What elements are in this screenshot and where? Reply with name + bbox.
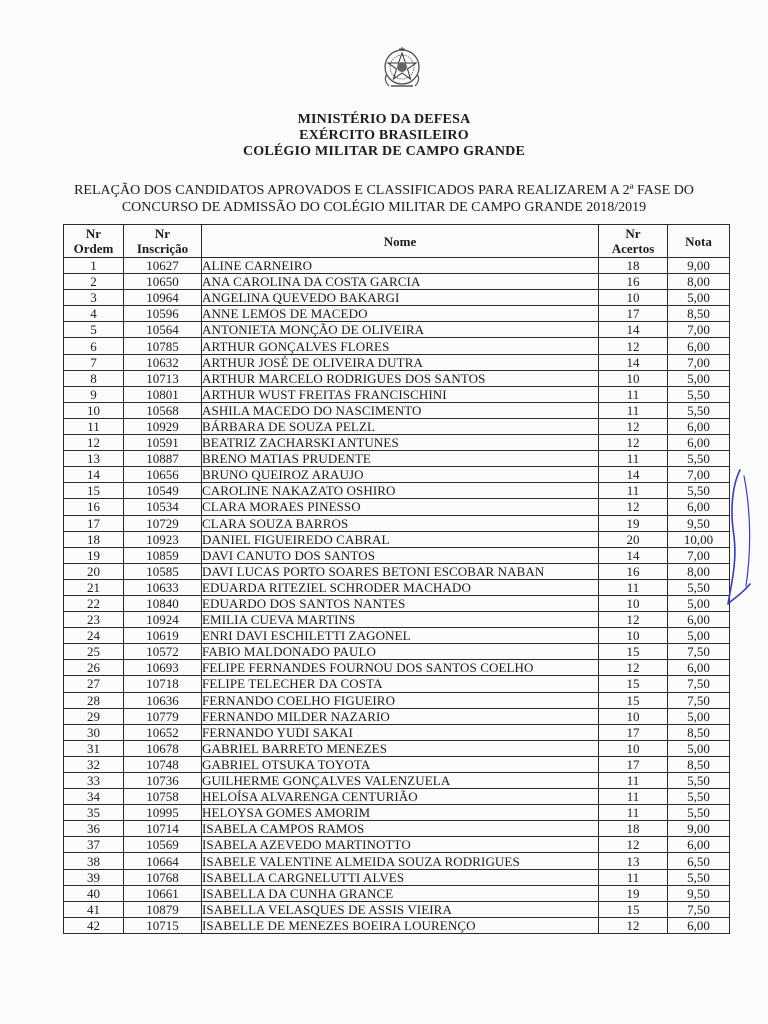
table-row bbox=[64, 483, 730, 499]
cell-nota: 5,00 bbox=[668, 628, 730, 644]
cell-inscricao: 10785 bbox=[124, 338, 202, 354]
cell-nome: GUILHERME GONÇALVES VALENZUELA bbox=[202, 773, 599, 789]
header-ministry: MINISTÉRIO DA DEFESA bbox=[297, 112, 471, 127]
cell-nome: ARTHUR MARCELO RODRIGUES DOS SANTOS bbox=[202, 370, 599, 386]
cell-nome: EMILIA CUEVA MARTINS bbox=[202, 612, 599, 628]
cell-acertos: 15 bbox=[599, 692, 668, 708]
cell-nome: ARTHUR GONÇALVES FLORES bbox=[202, 338, 599, 354]
table-row bbox=[64, 515, 730, 531]
table-row bbox=[64, 740, 730, 756]
col-header-ordem-line1: Nr bbox=[85, 226, 102, 241]
cell-acertos: 15 bbox=[599, 901, 668, 917]
cell-inscricao: 10713 bbox=[124, 370, 202, 386]
cell-inscricao: 10591 bbox=[124, 435, 202, 451]
cell-ordem: 28 bbox=[64, 692, 124, 708]
cell-nome: GABRIEL OTSUKA TOYOTA bbox=[202, 756, 599, 772]
cell-nota: 7,00 bbox=[668, 547, 730, 563]
table-row bbox=[64, 805, 730, 821]
table-row bbox=[64, 290, 730, 306]
cell-nome: ANNE LEMOS DE MACEDO bbox=[202, 306, 599, 322]
cell-inscricao: 10859 bbox=[124, 547, 202, 563]
cell-inscricao: 10715 bbox=[124, 917, 202, 933]
table-row bbox=[64, 789, 730, 805]
cell-nome: FERNANDO YUDI SAKAI bbox=[202, 724, 599, 740]
cell-acertos: 11 bbox=[599, 789, 668, 805]
cell-acertos: 12 bbox=[599, 660, 668, 676]
cell-nota: 6,00 bbox=[668, 418, 730, 434]
table-row bbox=[64, 644, 730, 660]
cell-acertos: 11 bbox=[599, 402, 668, 418]
cell-acertos: 18 bbox=[599, 821, 668, 837]
table-row bbox=[64, 773, 730, 789]
table-row bbox=[64, 756, 730, 772]
cell-ordem: 23 bbox=[64, 612, 124, 628]
header-school: COLÉGIO MILITAR DE CAMPO GRANDE bbox=[242, 144, 526, 159]
cell-acertos: 11 bbox=[599, 805, 668, 821]
handwritten-bracket-mark bbox=[722, 466, 762, 616]
cell-nota: 6,00 bbox=[668, 660, 730, 676]
cell-ordem: 11 bbox=[64, 418, 124, 434]
cell-inscricao: 10619 bbox=[124, 628, 202, 644]
cell-nota: 9,50 bbox=[668, 515, 730, 531]
cell-nome: ANGELINA QUEVEDO BAKARGI bbox=[202, 290, 599, 306]
cell-nome: FABIO MALDONADO PAULO bbox=[202, 644, 599, 660]
col-header-ordem-line2: Ordem bbox=[73, 241, 114, 256]
cell-nota: 6,00 bbox=[668, 338, 730, 354]
cell-inscricao: 10729 bbox=[124, 515, 202, 531]
table-row bbox=[64, 322, 730, 338]
cell-acertos: 17 bbox=[599, 724, 668, 740]
table-row bbox=[64, 547, 730, 563]
cell-inscricao: 10661 bbox=[124, 885, 202, 901]
table-row bbox=[64, 595, 730, 611]
cell-inscricao: 10534 bbox=[124, 499, 202, 515]
cell-inscricao: 10585 bbox=[124, 563, 202, 579]
table-row bbox=[64, 853, 730, 869]
cell-nota: 8,50 bbox=[668, 724, 730, 740]
cell-inscricao: 10633 bbox=[124, 579, 202, 595]
cell-inscricao: 10636 bbox=[124, 692, 202, 708]
cell-acertos: 11 bbox=[599, 869, 668, 885]
cell-nota: 7,00 bbox=[668, 322, 730, 338]
cell-nota: 10,00 bbox=[668, 531, 730, 547]
table-row bbox=[64, 660, 730, 676]
cell-nota: 7,50 bbox=[668, 676, 730, 692]
cell-nome: EDUARDO DOS SANTOS NANTES bbox=[202, 595, 599, 611]
cell-nota: 9,00 bbox=[668, 821, 730, 837]
cell-inscricao: 10572 bbox=[124, 644, 202, 660]
cell-acertos: 20 bbox=[599, 531, 668, 547]
cell-inscricao: 10678 bbox=[124, 740, 202, 756]
cell-nome: CLARA MORAES PINESSO bbox=[202, 499, 599, 515]
cell-nota: 8,00 bbox=[668, 274, 730, 290]
cell-ordem: 19 bbox=[64, 547, 124, 563]
cell-nota: 5,50 bbox=[668, 773, 730, 789]
cell-nome: ISABELLA CARGNELUTTI ALVES bbox=[202, 869, 599, 885]
cell-nome: BEATRIZ ZACHARSKI ANTUNES bbox=[202, 435, 599, 451]
table-row bbox=[64, 402, 730, 418]
cell-nota: 5,00 bbox=[668, 370, 730, 386]
cell-nome: BRUNO QUEIROZ ARAUJO bbox=[202, 467, 599, 483]
cell-acertos: 12 bbox=[599, 837, 668, 853]
col-header-inscricao-line1: Nr bbox=[154, 226, 171, 241]
cell-nota: 5,50 bbox=[668, 386, 730, 402]
cell-nota: 6,00 bbox=[668, 837, 730, 853]
cell-ordem: 38 bbox=[64, 853, 124, 869]
cell-nota: 9,50 bbox=[668, 885, 730, 901]
cell-nome: ENRI DAVI ESCHILETTI ZAGONEL bbox=[202, 628, 599, 644]
table-row bbox=[64, 579, 730, 595]
cell-acertos: 18 bbox=[599, 258, 668, 274]
table-row bbox=[64, 821, 730, 837]
cell-ordem: 7 bbox=[64, 354, 124, 370]
cell-ordem: 37 bbox=[64, 837, 124, 853]
cell-ordem: 14 bbox=[64, 467, 124, 483]
cell-nome: ISABELLE DE MENEZES BOEIRA LOURENÇO bbox=[202, 917, 599, 933]
cell-acertos: 11 bbox=[599, 773, 668, 789]
cell-nota: 6,00 bbox=[668, 917, 730, 933]
cell-ordem: 41 bbox=[64, 901, 124, 917]
cell-acertos: 10 bbox=[599, 740, 668, 756]
col-header-acertos bbox=[599, 225, 668, 258]
cell-nome: EDUARDA RITEZIEL SCHRODER MACHADO bbox=[202, 579, 599, 595]
cell-nome: BRENO MATIAS PRUDENTE bbox=[202, 451, 599, 467]
cell-acertos: 10 bbox=[599, 370, 668, 386]
cell-acertos: 10 bbox=[599, 708, 668, 724]
cell-acertos: 15 bbox=[599, 676, 668, 692]
cell-nome: ANTONIETA MONÇÃO DE OLIVEIRA bbox=[202, 322, 599, 338]
cell-acertos: 11 bbox=[599, 451, 668, 467]
cell-acertos: 14 bbox=[599, 322, 668, 338]
cell-acertos: 11 bbox=[599, 386, 668, 402]
document-title-line-2: CONCURSO DE ADMISSÃO DO COLÉGIO MILITAR DE CAMPO GRANDE 2018/2019 bbox=[121, 200, 647, 215]
cell-nome: GABRIEL BARRETO MENEZES bbox=[202, 740, 599, 756]
cell-nota: 5,00 bbox=[668, 290, 730, 306]
cell-acertos: 12 bbox=[599, 338, 668, 354]
cell-inscricao: 10887 bbox=[124, 451, 202, 467]
cell-nota: 6,00 bbox=[668, 435, 730, 451]
document-title-line-1: RELAÇÃO DOS CANDIDATOS APROVADOS E CLASSIFICADOS PARA REALIZAREM A 2ª FASE DO bbox=[74, 183, 694, 198]
cell-inscricao: 10596 bbox=[124, 306, 202, 322]
cell-nome: ISABELLA VELASQUES DE ASSIS VIEIRA bbox=[202, 901, 599, 917]
cell-acertos: 13 bbox=[599, 853, 668, 869]
cell-ordem: 2 bbox=[64, 274, 124, 290]
cell-nota: 7,50 bbox=[668, 692, 730, 708]
table-row bbox=[64, 901, 730, 917]
table-row bbox=[64, 628, 730, 644]
cell-acertos: 17 bbox=[599, 756, 668, 772]
table-row bbox=[64, 499, 730, 515]
cell-inscricao: 10564 bbox=[124, 322, 202, 338]
table-row bbox=[64, 869, 730, 885]
cell-inscricao: 10714 bbox=[124, 821, 202, 837]
col-header-inscricao bbox=[124, 225, 202, 258]
cell-ordem: 10 bbox=[64, 402, 124, 418]
cell-nome: FELIPE TELECHER DA COSTA bbox=[202, 676, 599, 692]
cell-nome: DAVI CANUTO DOS SANTOS bbox=[202, 547, 599, 563]
cell-ordem: 15 bbox=[64, 483, 124, 499]
cell-acertos: 12 bbox=[599, 612, 668, 628]
cell-acertos: 19 bbox=[599, 515, 668, 531]
cell-nota: 8,50 bbox=[668, 756, 730, 772]
cell-inscricao: 10801 bbox=[124, 386, 202, 402]
cell-nome: FERNANDO COELHO FIGUEIRO bbox=[202, 692, 599, 708]
cell-inscricao: 10995 bbox=[124, 805, 202, 821]
table-row bbox=[64, 531, 730, 547]
table-row bbox=[64, 885, 730, 901]
cell-ordem: 26 bbox=[64, 660, 124, 676]
cell-nota: 5,50 bbox=[668, 579, 730, 595]
cell-inscricao: 10779 bbox=[124, 708, 202, 724]
cell-nota: 7,50 bbox=[668, 901, 730, 917]
cell-acertos: 14 bbox=[599, 547, 668, 563]
cell-acertos: 10 bbox=[599, 290, 668, 306]
cell-nota: 7,50 bbox=[668, 644, 730, 660]
table-row bbox=[64, 258, 730, 274]
cell-acertos: 10 bbox=[599, 595, 668, 611]
cell-acertos: 15 bbox=[599, 644, 668, 660]
cell-inscricao: 10652 bbox=[124, 724, 202, 740]
cell-inscricao: 10693 bbox=[124, 660, 202, 676]
cell-inscricao: 10964 bbox=[124, 290, 202, 306]
cell-inscricao: 10879 bbox=[124, 901, 202, 917]
cell-ordem: 27 bbox=[64, 676, 124, 692]
cell-acertos: 16 bbox=[599, 274, 668, 290]
table-row bbox=[64, 274, 730, 290]
cell-nota: 7,00 bbox=[668, 354, 730, 370]
table-row bbox=[64, 306, 730, 322]
cell-ordem: 29 bbox=[64, 708, 124, 724]
cell-acertos: 14 bbox=[599, 354, 668, 370]
cell-ordem: 4 bbox=[64, 306, 124, 322]
table-row bbox=[64, 467, 730, 483]
cell-ordem: 40 bbox=[64, 885, 124, 901]
cell-ordem: 31 bbox=[64, 740, 124, 756]
cell-nota: 5,50 bbox=[668, 402, 730, 418]
cell-inscricao: 10929 bbox=[124, 418, 202, 434]
cell-ordem: 36 bbox=[64, 821, 124, 837]
table-row bbox=[64, 563, 730, 579]
cell-nome: ISABELA CAMPOS RAMOS bbox=[202, 821, 599, 837]
cell-inscricao: 10768 bbox=[124, 869, 202, 885]
cell-inscricao: 10758 bbox=[124, 789, 202, 805]
cell-nota: 6,00 bbox=[668, 612, 730, 628]
col-header-nota: Nota bbox=[668, 225, 730, 258]
table-row bbox=[64, 917, 730, 933]
cell-nome: DANIEL FIGUEIREDO CABRAL bbox=[202, 531, 599, 547]
cell-nota: 8,50 bbox=[668, 306, 730, 322]
cell-nome: HELOYSA GOMES AMORIM bbox=[202, 805, 599, 821]
cell-ordem: 5 bbox=[64, 322, 124, 338]
cell-ordem: 20 bbox=[64, 563, 124, 579]
table-row bbox=[64, 338, 730, 354]
cell-nota: 6,50 bbox=[668, 853, 730, 869]
table-row bbox=[64, 676, 730, 692]
cell-nota: 5,50 bbox=[668, 805, 730, 821]
cell-nome: ALINE CARNEIRO bbox=[202, 258, 599, 274]
cell-inscricao: 10718 bbox=[124, 676, 202, 692]
cell-ordem: 12 bbox=[64, 435, 124, 451]
cell-nome: CLARA SOUZA BARROS bbox=[202, 515, 599, 531]
col-header-acertos-line2: Acertos bbox=[611, 241, 655, 256]
cell-inscricao: 10736 bbox=[124, 773, 202, 789]
cell-inscricao: 10650 bbox=[124, 274, 202, 290]
cell-inscricao: 10924 bbox=[124, 612, 202, 628]
cell-ordem: 6 bbox=[64, 338, 124, 354]
cell-ordem: 32 bbox=[64, 756, 124, 772]
table-row bbox=[64, 451, 730, 467]
cell-inscricao: 10664 bbox=[124, 853, 202, 869]
cell-acertos: 11 bbox=[599, 579, 668, 595]
cell-nome: ARTHUR WUST FREITAS FRANCISCHINI bbox=[202, 386, 599, 402]
cell-nota: 5,50 bbox=[668, 789, 730, 805]
cell-nome: HELOÍSA ALVARENGA CENTURIÃO bbox=[202, 789, 599, 805]
cell-ordem: 34 bbox=[64, 789, 124, 805]
cell-ordem: 24 bbox=[64, 628, 124, 644]
cell-acertos: 10 bbox=[599, 628, 668, 644]
cell-nota: 5,50 bbox=[668, 869, 730, 885]
cell-ordem: 22 bbox=[64, 595, 124, 611]
cell-ordem: 18 bbox=[64, 531, 124, 547]
cell-ordem: 35 bbox=[64, 805, 124, 821]
cell-nome: FELIPE FERNANDES FOURNOU DOS SANTOS COELHO bbox=[202, 660, 599, 676]
cell-ordem: 25 bbox=[64, 644, 124, 660]
cell-ordem: 1 bbox=[64, 258, 124, 274]
cell-ordem: 21 bbox=[64, 579, 124, 595]
cell-inscricao: 10632 bbox=[124, 354, 202, 370]
cell-acertos: 17 bbox=[599, 306, 668, 322]
cell-acertos: 12 bbox=[599, 418, 668, 434]
cell-nota: 5,50 bbox=[668, 451, 730, 467]
table-row bbox=[64, 418, 730, 434]
table-row bbox=[64, 612, 730, 628]
cell-ordem: 3 bbox=[64, 290, 124, 306]
coat-of-arms-icon bbox=[379, 44, 425, 90]
table-row bbox=[64, 724, 730, 740]
cell-nome: ISABELA AZEVEDO MARTINOTTO bbox=[202, 837, 599, 853]
cell-acertos: 19 bbox=[599, 885, 668, 901]
cell-nome: BÁRBARA DE SOUZA PELZL bbox=[202, 418, 599, 434]
cell-nome: ASHILA MACEDO DO NASCIMENTO bbox=[202, 402, 599, 418]
cell-acertos: 12 bbox=[599, 499, 668, 515]
table-row bbox=[64, 708, 730, 724]
cell-nota: 9,00 bbox=[668, 258, 730, 274]
cell-ordem: 42 bbox=[64, 917, 124, 933]
cell-inscricao: 10923 bbox=[124, 531, 202, 547]
cell-acertos: 12 bbox=[599, 435, 668, 451]
cell-inscricao: 10656 bbox=[124, 467, 202, 483]
cell-ordem: 16 bbox=[64, 499, 124, 515]
cell-ordem: 33 bbox=[64, 773, 124, 789]
col-header-ordem bbox=[64, 225, 124, 258]
table-row bbox=[64, 435, 730, 451]
cell-nome: DAVI LUCAS PORTO SOARES BETONI ESCOBAR NABAN bbox=[202, 563, 599, 579]
cell-nota: 5,00 bbox=[668, 740, 730, 756]
cell-inscricao: 10569 bbox=[124, 837, 202, 853]
cell-nome: ISABELE VALENTINE ALMEIDA SOUZA RODRIGUES bbox=[202, 853, 599, 869]
cell-inscricao: 10627 bbox=[124, 258, 202, 274]
cell-inscricao: 10840 bbox=[124, 595, 202, 611]
cell-nome: FERNANDO MILDER NAZARIO bbox=[202, 708, 599, 724]
cell-ordem: 17 bbox=[64, 515, 124, 531]
cell-acertos: 14 bbox=[599, 467, 668, 483]
table-row bbox=[64, 370, 730, 386]
cell-nota: 6,00 bbox=[668, 499, 730, 515]
cell-nota: 5,00 bbox=[668, 595, 730, 611]
table-body bbox=[64, 258, 730, 934]
cell-ordem: 9 bbox=[64, 386, 124, 402]
cell-ordem: 8 bbox=[64, 370, 124, 386]
table-row bbox=[64, 837, 730, 853]
table-header-row bbox=[64, 225, 730, 258]
cell-nota: 5,00 bbox=[668, 708, 730, 724]
cell-acertos: 11 bbox=[599, 483, 668, 499]
cell-nota: 7,00 bbox=[668, 467, 730, 483]
cell-nota: 8,00 bbox=[668, 563, 730, 579]
cell-inscricao: 10549 bbox=[124, 483, 202, 499]
cell-ordem: 39 bbox=[64, 869, 124, 885]
cell-acertos: 16 bbox=[599, 563, 668, 579]
table-row bbox=[64, 386, 730, 402]
cell-inscricao: 10748 bbox=[124, 756, 202, 772]
cell-ordem: 30 bbox=[64, 724, 124, 740]
table-row bbox=[64, 692, 730, 708]
cell-acertos: 12 bbox=[599, 917, 668, 933]
table-row bbox=[64, 354, 730, 370]
cell-nome: ARTHUR JOSÉ DE OLIVEIRA DUTRA bbox=[202, 354, 599, 370]
cell-nome: CAROLINE NAKAZATO OSHIRO bbox=[202, 483, 599, 499]
cell-nome: ISABELLA DA CUNHA GRANCE bbox=[202, 885, 599, 901]
cell-nota: 5,50 bbox=[668, 483, 730, 499]
header-army: EXÉRCITO BRASILEIRO bbox=[299, 128, 469, 143]
col-header-nome: Nome bbox=[202, 225, 599, 258]
col-header-acertos-line1: Nr bbox=[625, 226, 641, 241]
cell-inscricao: 10568 bbox=[124, 402, 202, 418]
candidates-table bbox=[63, 224, 730, 934]
col-header-inscricao-line2: Inscrição bbox=[136, 241, 189, 256]
cell-nome: ANA CAROLINA DA COSTA GARCIA bbox=[202, 274, 599, 290]
cell-ordem: 13 bbox=[64, 451, 124, 467]
